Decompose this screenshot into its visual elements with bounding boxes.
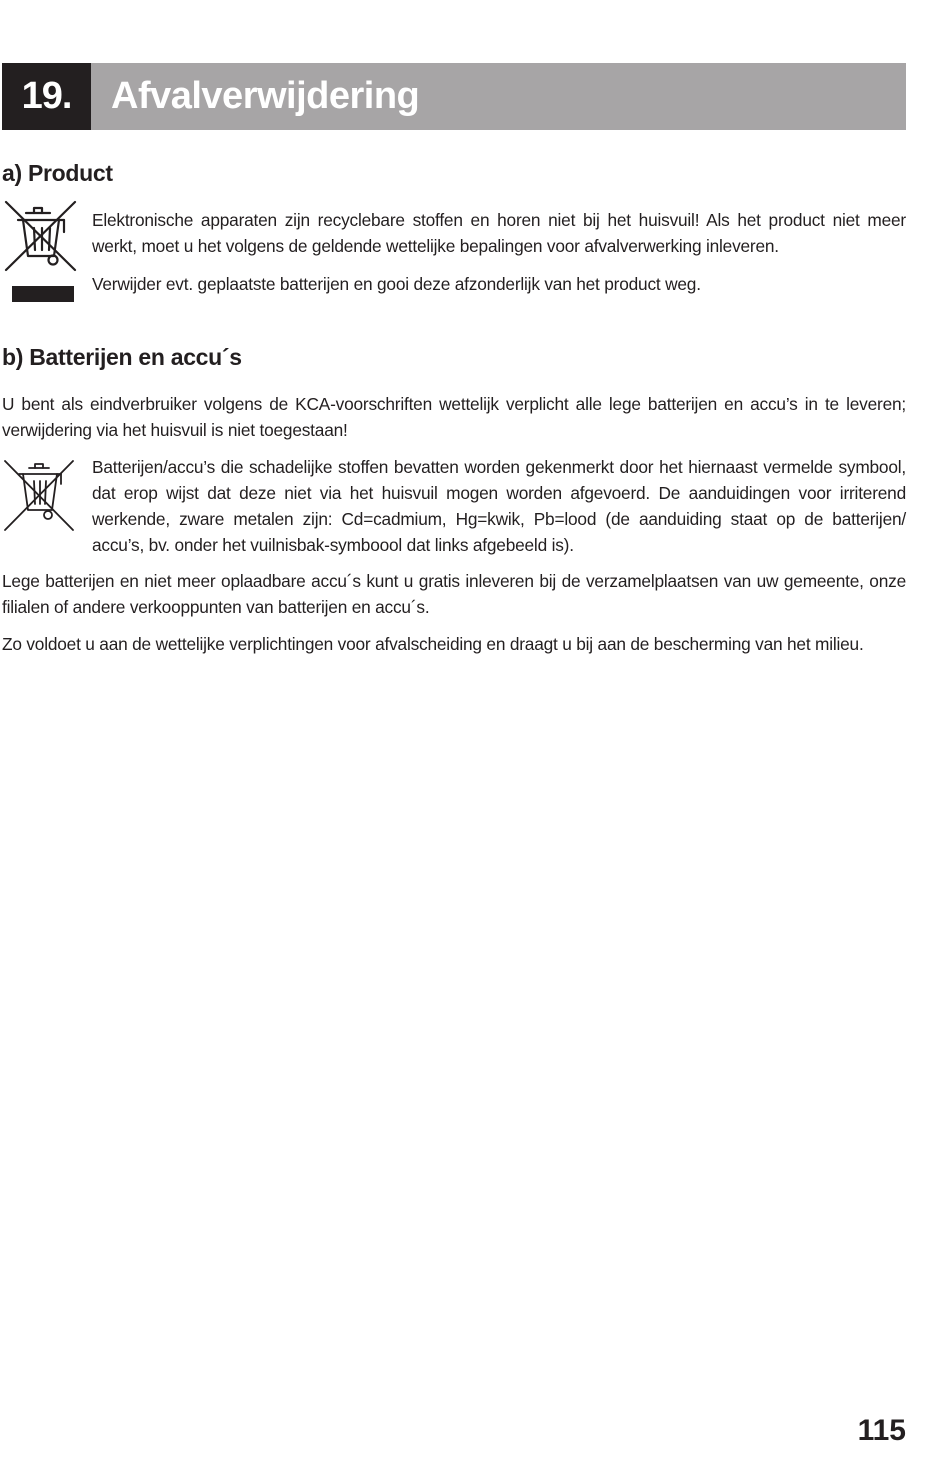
section-heading-batteries: b) Batterijen en accu´s [2, 344, 242, 370]
page-number: 115 [857, 1414, 906, 1447]
chapter-number: 19. [2, 63, 91, 130]
section-heading-product: a) Product [2, 160, 113, 186]
battery-symbol-paragraph: Batterijen/accu’s die schadelijke stoffen bevatten worden gekenmerkt door het hiernaast vermelde symbool, dat erop wijst dat deze niet via het huisvuil mogen worden afgevoerd. De aanduidingen voor irriterend werkende, zware metalen zijn: Cd=cadmium, Hg=kwik, Pb=lood (de aanduiding staat op de batterijen/ accu’s, bv. onder het vuilnisbak-symboool dat links afgebeeld is). [92, 457, 906, 555]
batteries-intro: U bent als eindverbruiker volgens de KCA-voorschriften wettelijk verplicht alle lege batterijen en accu’s in te leveren; verwijdering via het huisvuil is niet toegestaan! [2, 394, 906, 440]
product-paragraph-2: Verwijder evt. geplaatste batterijen en gooi deze afzonderlijk van het product weg. [92, 274, 701, 294]
product-paragraph-1: Elektronische apparaten zijn recyclebare stoffen en horen niet bij het huisvuil! Als het product niet meer werkt, moet u het volgens de geldende wettelijke bepalingen voor afvalverwerking inleveren. [92, 210, 906, 256]
crossed-out-wheelie-bin-icon [3, 458, 75, 533]
chapter-title: Afvalverwijdering [111, 75, 420, 117]
chapter-header [2, 63, 906, 130]
crossed-out-wheelie-bin-icon [3, 198, 78, 304]
environment-paragraph: Zo voldoet u aan de wettelijke verplichtingen voor afvalscheiding en draagt u bij aan de bescherming van het milieu. [2, 634, 864, 654]
battery-return-paragraph: Lege batterijen en niet meer oplaadbare accu´s kunt u gratis inleveren bij de verzamelplaatsen van uw gemeente, onze filialen of andere verkooppunten van batterijen en accu´s. [2, 571, 906, 617]
product-text [92, 207, 906, 297]
